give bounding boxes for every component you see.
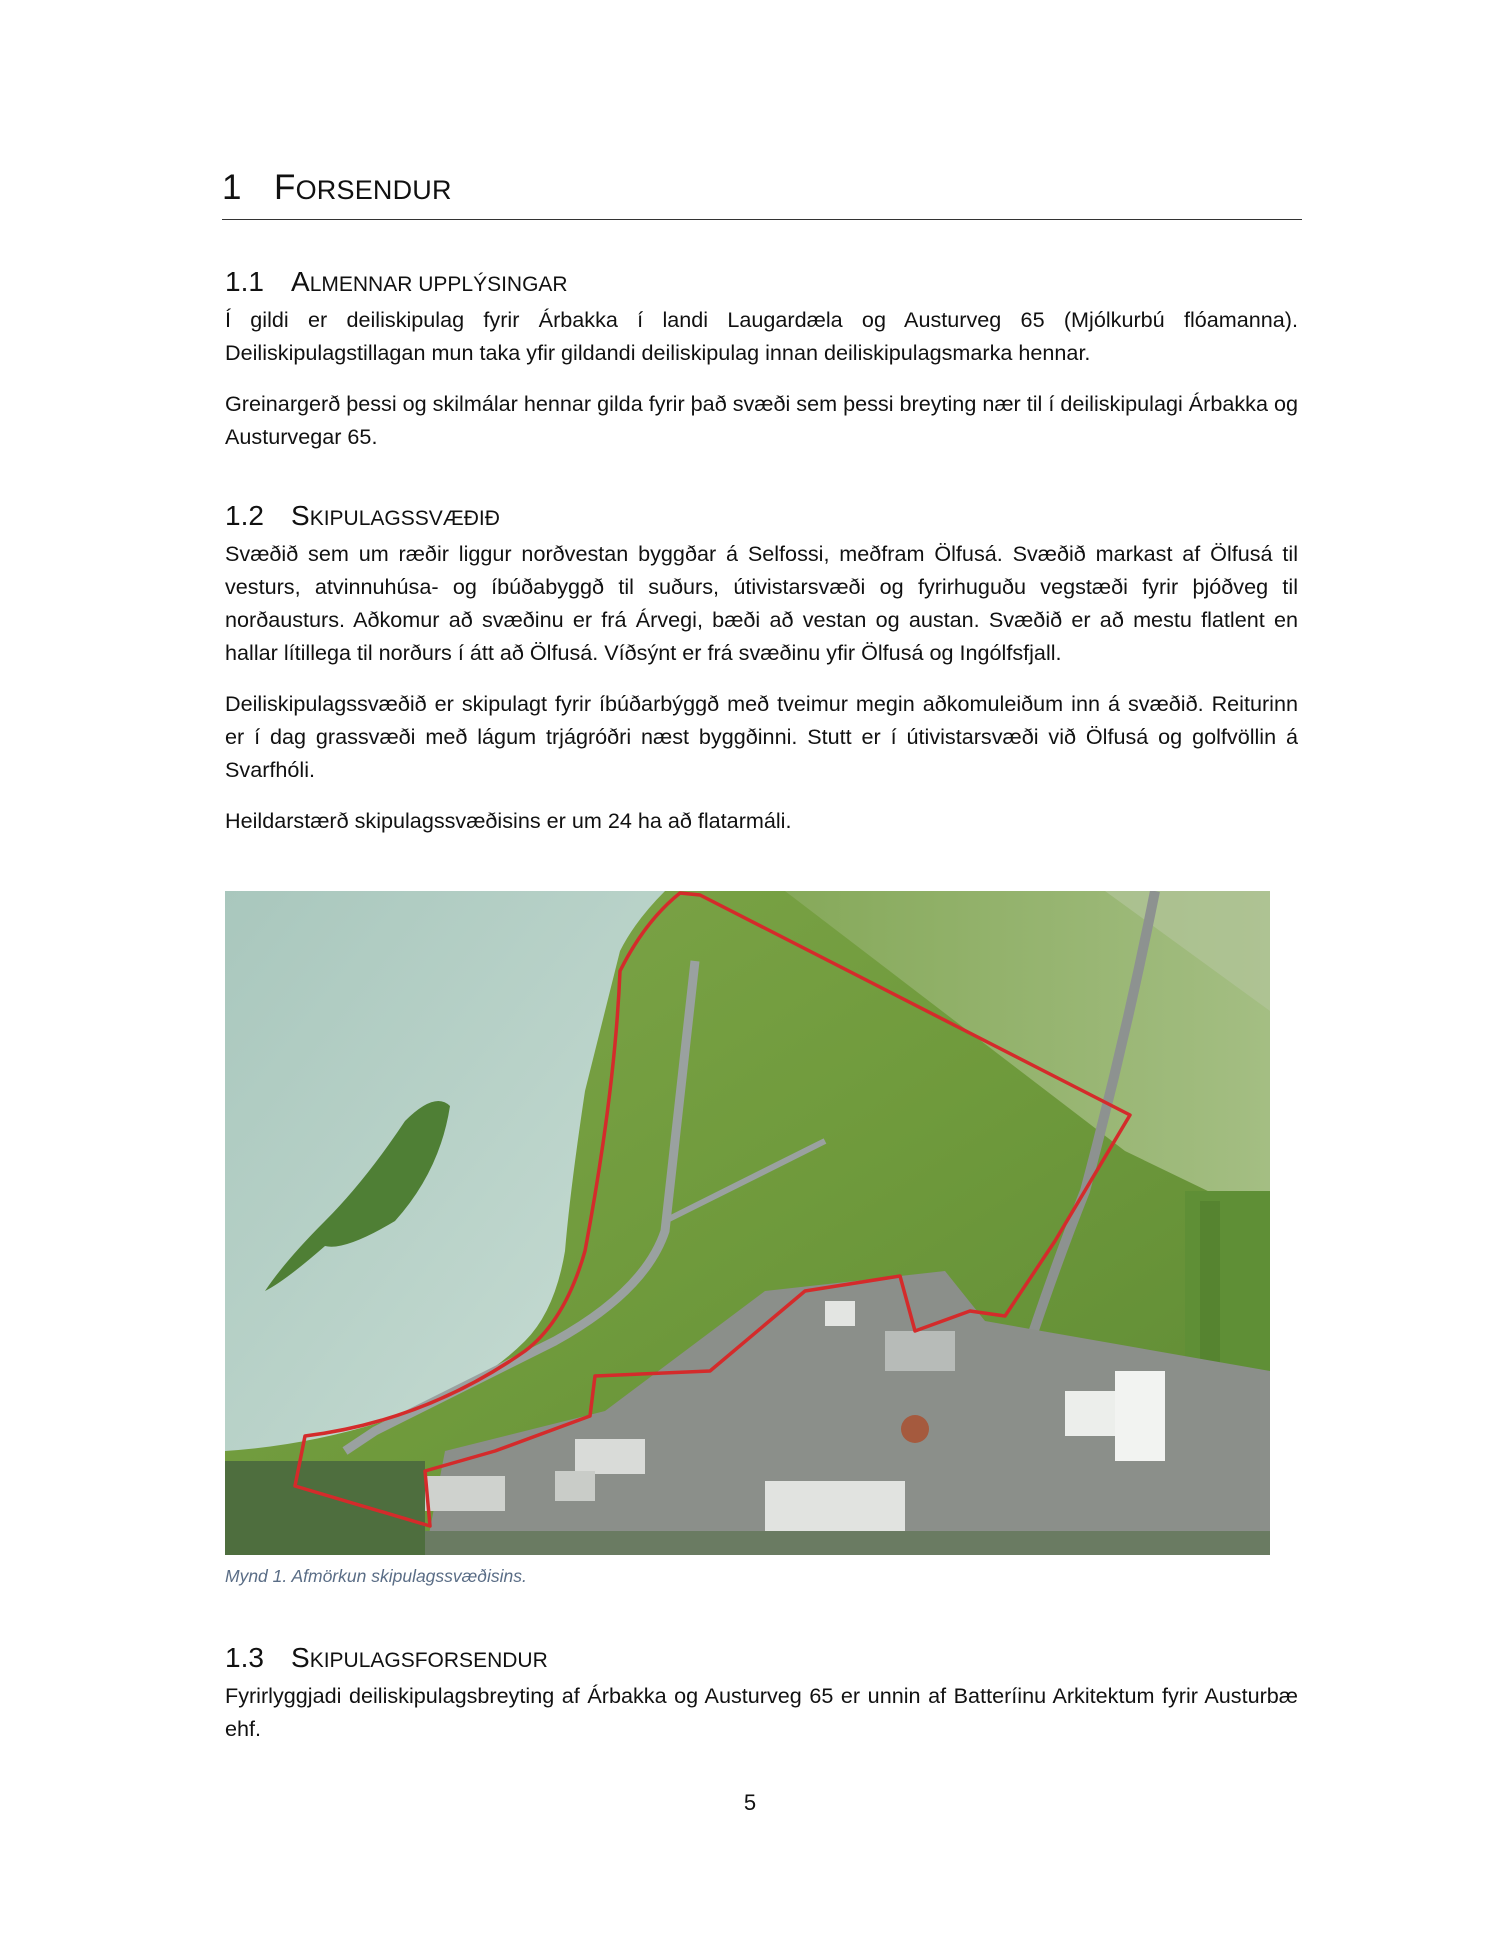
aerial-photo bbox=[225, 891, 1270, 1555]
building bbox=[555, 1471, 595, 1501]
section-heading-1-1 bbox=[225, 264, 568, 303]
building bbox=[825, 1301, 855, 1326]
section-title-initial: S bbox=[291, 1642, 310, 1673]
residential-strip bbox=[425, 1531, 1270, 1555]
building bbox=[425, 1476, 505, 1511]
section-title-initial: S bbox=[291, 500, 310, 531]
paragraph: Heildarstærð skipulagssvæðisins er um 24 ha að flatarmáli. bbox=[225, 808, 792, 833]
chapter-number: 1 bbox=[222, 168, 242, 207]
paragraph: Fyrirlyggjadi deiliskipulagsbreyting af Árbakka og Austurveg 65 er unnin af Batteríinu Arkitektum fyrir Austurbæ ehf. bbox=[225, 1683, 1298, 1741]
silo bbox=[901, 1415, 929, 1443]
residential-area bbox=[225, 1461, 425, 1555]
building bbox=[1115, 1371, 1165, 1461]
chapter-title-initial: F bbox=[274, 168, 296, 207]
paragraph: Deiliskipulagssvæðið er skipulagt fyrir íbúðarbýggð með tveimur megin aðkomuleiðum inn á svæðið. Reiturinn er í dag grassvæði með lágum trjágróðri næst byggðinni. Stutt er í útivistarsvæði við Ölfusá og golfvöllin á Svarfhóli. bbox=[225, 691, 1298, 782]
figure-caption: Mynd 1. Afmörkun skipulagssvæðisins. bbox=[225, 1566, 527, 1586]
section-heading-1-3 bbox=[225, 1640, 548, 1679]
chapter-heading bbox=[222, 164, 1302, 214]
heading-rule bbox=[222, 219, 1302, 220]
section-heading-1-2 bbox=[225, 498, 500, 537]
paragraph: Í gildi er deiliskipulag fyrir Árbakka í landi Laugardæla og Austurveg 65 (Mjólkurbú flóamanna). Deiliskipulagstillagan mun taka yfir gildandi deiliskipulag innan deiliskipulagsmarka hennar. bbox=[225, 307, 1298, 365]
section-number: 1.2 bbox=[225, 500, 264, 531]
building bbox=[885, 1331, 955, 1371]
section-number: 1.1 bbox=[225, 266, 264, 297]
section-title-initial: A bbox=[291, 266, 310, 297]
building bbox=[575, 1439, 645, 1474]
aerial-map-figure bbox=[225, 891, 1270, 1555]
chapter-title-rest: ORSENDUR bbox=[295, 175, 452, 205]
paragraph: Svæðið sem um ræðir liggur norðvestan byggðar á Selfossi, meðfram Ölfusá. Svæðið markast af Ölfusá til vesturs, atvinnuhúsa- og íbúðabyggð til suðurs, útivistarsvæði og fyrirhuguðu vegstæði fyrir þjóðveg til norðausturs. Aðkomur að svæðinu er frá Árvegi, bæði að vestan og austan. Svæðið er að mestu flatlent en hallar lítillega til norðurs í átt að Ölfusá. Víðsýnt er frá svæðinu yfir Ölfusá og Ingólfsfjall. bbox=[225, 541, 1298, 665]
section-number: 1.3 bbox=[225, 1642, 264, 1673]
field-strip bbox=[1200, 1201, 1220, 1381]
page-number: 5 bbox=[743, 1790, 757, 1815]
section-title-rest: KIPULAGSSVÆÐIÐ bbox=[309, 507, 500, 530]
paragraph: Greinargerð þessi og skilmálar hennar gilda fyrir það svæði sem þessi breyting nær til í deiliskipulagi Árbakka og Austurvegar 65. bbox=[225, 391, 1298, 449]
section-title-rest: KIPULAGSFORSENDUR bbox=[309, 1649, 548, 1672]
section-title-rest: LMENNAR UPPLÝSINGAR bbox=[309, 273, 568, 296]
